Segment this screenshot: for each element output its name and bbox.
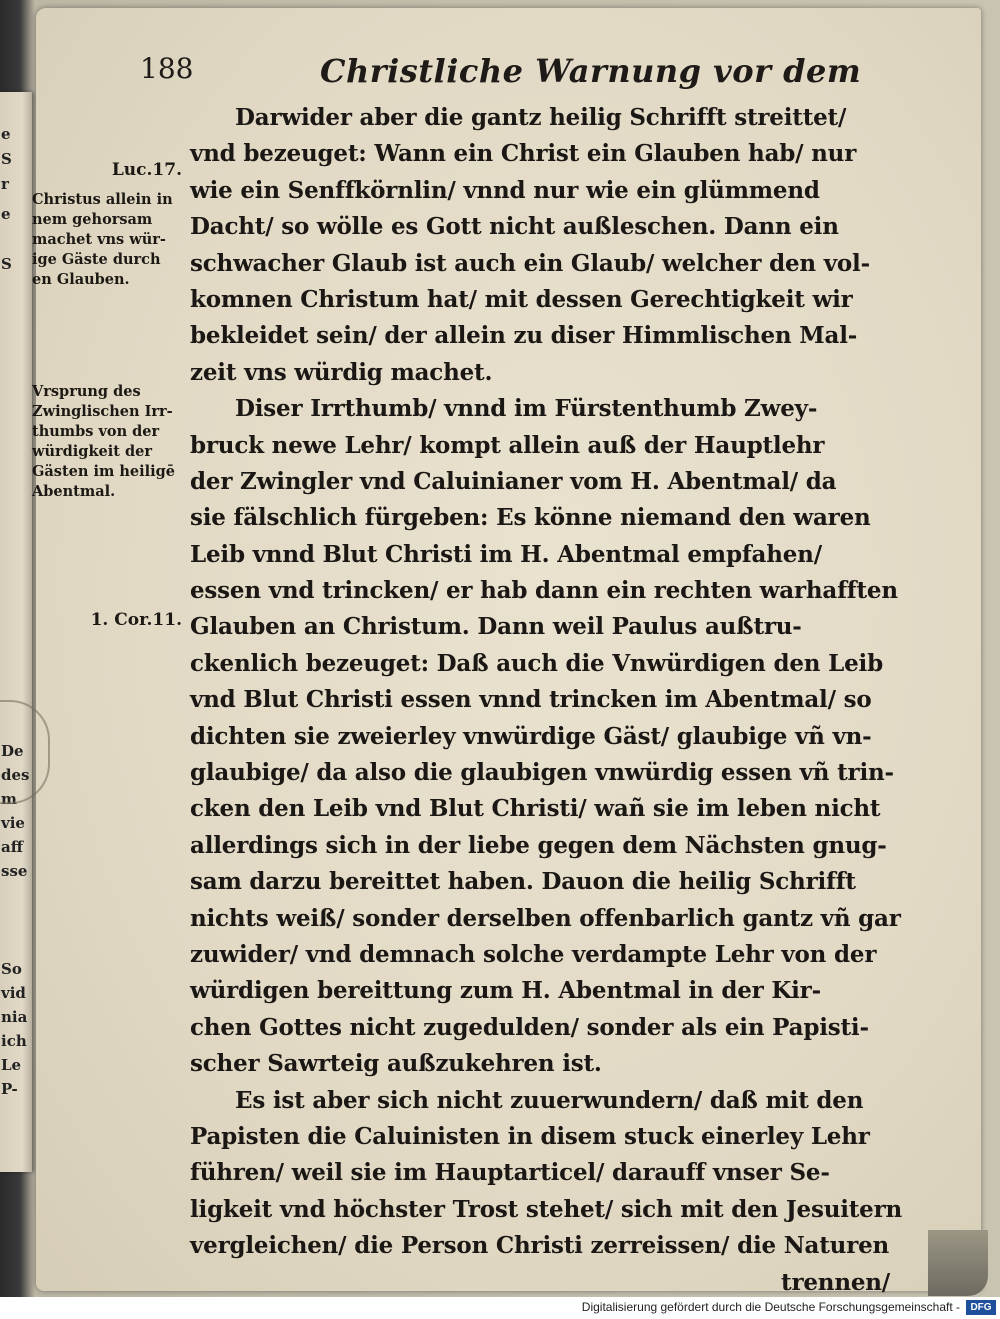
text-line: sie fälschlich fürgeben: Es könne niemand den waren (190, 504, 871, 532)
adjacent-page-fragment: So (1, 960, 22, 978)
text-line: dichten sie zweierley vnwürdige Gäst/ glaubige vñ vn- (190, 722, 872, 750)
text-line: sam darzu bereittet haben. Dauon die heilig Schrifft (190, 868, 856, 896)
margin-note (32, 190, 182, 290)
text-line: der Zwingler vnd Caluinianer vom H. Abentmal/ da (190, 467, 837, 495)
text-line: vnd Blut Christi essen vnnd trincken im Abentmal/ so (190, 686, 872, 714)
page-number: 188 (140, 52, 194, 85)
text-line: essen vnd trincken/ er hab dann ein rechten warhafften (190, 577, 898, 605)
text-line: Diser Irrthumb/ vnnd im Fürstenthumb Zwey- (235, 395, 818, 423)
text-line: cken den Leib vnd Blut Christi/ wañ sie im leben nicht (190, 795, 881, 823)
margin-note-line: Vrsprung des (32, 383, 141, 400)
adjacent-page-fragment: nia (1, 1008, 28, 1026)
text-line: komnen Christum hat/ mit dessen Gerechtigkeit wir (190, 285, 853, 313)
text-line: allerdings sich in der liebe gegen dem Nächsten gnug- (190, 831, 887, 859)
margin-note-line: Abentmal. (32, 483, 116, 500)
adjacent-page-edge (0, 92, 32, 1172)
margin-note-line: nem gehorsam (32, 211, 153, 228)
text-line: nichts weiß/ sonder derselben offenbarlich gantz vñ gar (190, 904, 901, 932)
text-line: Darwider aber die gantz heilig Schrifft streittet/ (235, 104, 847, 131)
margin-note-line: thumbs von der (32, 423, 160, 440)
margin-note-line: Gästen im heiligē (32, 463, 176, 480)
digitization-footer (0, 1297, 1000, 1319)
text-line: glaubige/ da also die glaubigen vnwürdig essen vñ trin- (190, 759, 894, 787)
text-line: chen Gottes nicht zugedulden/ sonder als ein Papisti- (190, 1013, 869, 1041)
adjacent-page-fragment: vie (1, 814, 25, 832)
page-header (140, 52, 862, 102)
margin-note-line: Christus allein in (32, 191, 173, 208)
text-line: wie ein Senffkörnlin/ vnnd nur wie ein glümmend (190, 176, 820, 204)
adjacent-page-fragment: r (1, 175, 9, 193)
margin-note-line: Luc.17. (111, 160, 182, 180)
footer-credit: Digitalisierung gefördert durch die Deutsche Forschungsgemeinschaft - (581, 1300, 960, 1314)
text-line: bekleidet sein/ der allein zu diser Himmlischen Mal- (190, 322, 858, 350)
adjacent-page-fragment: P- (1, 1080, 18, 1098)
margin-note-line: en Glauben. (32, 271, 130, 288)
margin-note (32, 382, 182, 502)
adjacent-page-fragment: ich (1, 1032, 27, 1050)
page-stack-corner (928, 1230, 988, 1296)
adjacent-page-fragment: S (1, 255, 12, 273)
adjacent-page-fragment: Le (1, 1056, 22, 1074)
text-line: würdigen bereittung zum H. Abentmal in der Kir- (190, 977, 821, 1005)
text-line: Es ist aber sich nicht zuuerwundern/ daß mit den (235, 1086, 864, 1114)
adjacent-page-fragment: De (1, 742, 24, 760)
text-line: Leib vnnd Blut Christi im H. Abentmal empfahen/ (190, 540, 822, 568)
text-line: Papisten die Caluinisten in disem stuck einerley Lehr (190, 1122, 870, 1150)
text-line: zuwider/ vnd demnach solche verdampte Lehr von der (190, 940, 877, 968)
text-line: bruck newe Lehr/ kompt allein auß der Hauptlehr (190, 431, 825, 459)
adjacent-page-fragment: m (1, 790, 17, 808)
adjacent-page-fragment: e (1, 125, 11, 143)
margin-reference (32, 610, 192, 630)
text-line: ckenlich bezeuget: Daß auch die Vnwürdigen den Leib (190, 649, 883, 677)
margin-note-line: würdigkeit der (32, 443, 152, 460)
text-line: Glauben an Christum. Dann weil Paulus außtru- (190, 613, 802, 641)
adjacent-page-fragment: S (1, 150, 12, 168)
text-line: vnd bezeuget: Wann ein Christ ein Glauben hab/ nur (190, 140, 857, 168)
text-line: ligkeit vnd höchster Trost stehet/ sich mit den Jesuitern (190, 1195, 903, 1223)
text-line: trennen/ (781, 1268, 890, 1296)
body-text (190, 100, 903, 1297)
margin-reference (32, 160, 192, 180)
dfg-logo: DFG (966, 1300, 996, 1315)
margin-note-line: ige Gäste durch (32, 251, 161, 268)
adjacent-page-fragment: vid (1, 984, 26, 1002)
adjacent-page-fragment: e (1, 205, 11, 223)
adjacent-page-fragment: sse (1, 862, 28, 880)
text-line: scher Sawrteig außzukehren ist. (190, 1050, 602, 1078)
running-title: Christliche Warnung vor dem (320, 52, 862, 90)
text-line: zeit vns würdig machet. (190, 358, 493, 386)
margin-note-line: 1. Cor.11. (90, 610, 182, 630)
adjacent-page-fragment: des (1, 766, 30, 784)
margin-note-line: machet vns wür- (32, 231, 166, 248)
text-line: schwacher Glaub ist auch ein Glaub/ welcher den vol- (190, 249, 870, 277)
text-line: vergleichen/ die Person Christi zerreissen/ die Naturen (190, 1232, 890, 1260)
margin-note-line: Zwinglischen Irr- (32, 403, 173, 420)
text-line: Dacht/ so wölle es Gott nicht außleschen. Dann ein (190, 213, 839, 241)
adjacent-page-fragment: aff (1, 838, 24, 856)
text-line: führen/ weil sie im Hauptarticel/ darauff vnser Se- (190, 1159, 830, 1187)
